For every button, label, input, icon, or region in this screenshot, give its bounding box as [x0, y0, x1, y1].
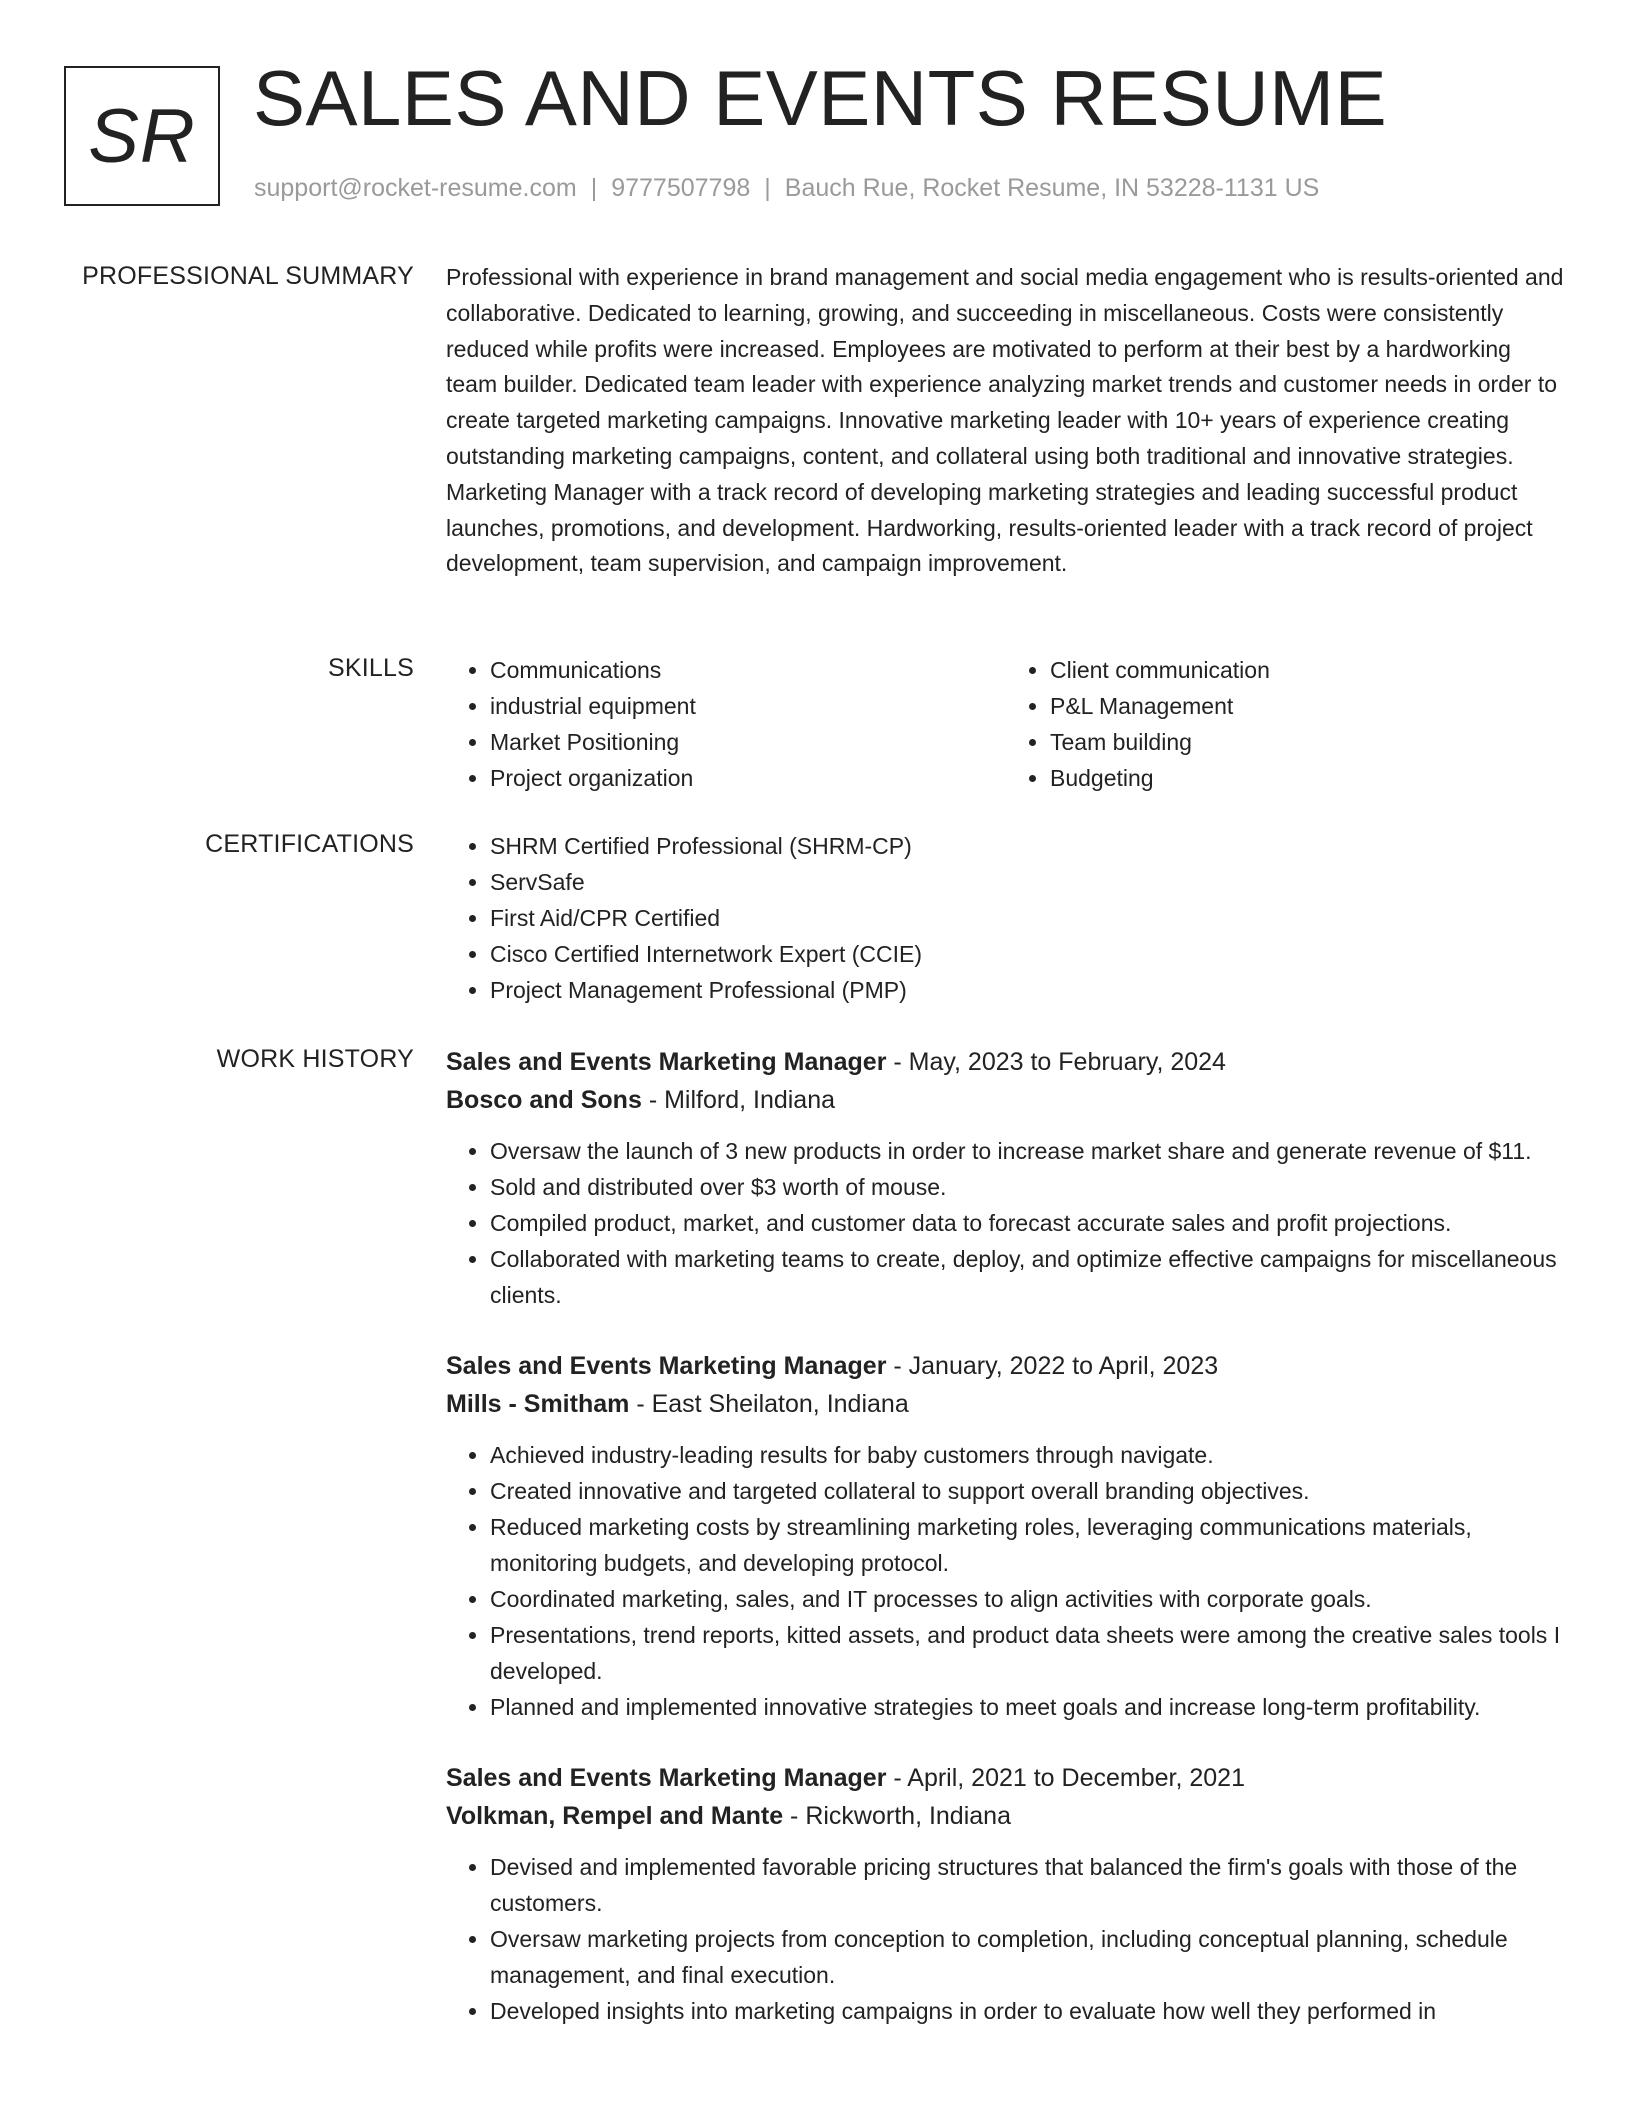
- job-bullets: [446, 1133, 1566, 1313]
- skill-item: • Market Positioning: [490, 724, 1006, 760]
- job-entry: [446, 1043, 1566, 1313]
- job-title: Sales and Events Marketing Manager: [446, 1764, 887, 1792]
- job-dates: - April, 2021 to December, 2021: [886, 1764, 1245, 1792]
- job-bullet: • Created innovative and targeted collateral to support overall branding objectives.: [490, 1473, 1566, 1509]
- job-company: Mills - Smitham: [446, 1390, 630, 1418]
- monogram-logo: SR: [64, 66, 220, 206]
- skill-item: • Client communication: [1050, 652, 1566, 688]
- skills-list-right: [1006, 652, 1566, 796]
- job-bullet: • Oversaw the launch of 3 new products in order to increase market share and generate revenue of $11.: [490, 1133, 1566, 1169]
- certification-item: • Cisco Certified Internetwork Expert (CCIE): [490, 936, 1566, 972]
- job-entry: [446, 1347, 1566, 1725]
- job-dates: - January, 2022 to April, 2023: [886, 1352, 1219, 1380]
- job-company: Volkman, Rempel and Mante: [446, 1802, 784, 1830]
- job-title: Sales and Events Marketing Manager: [446, 1048, 887, 1076]
- job-location: - East Sheilaton, Indiana: [629, 1390, 909, 1418]
- skill-item: • P&L Management: [1050, 688, 1566, 724]
- contact-line: [254, 174, 1319, 203]
- job-bullet: • Oversaw marketing projects from conception to completion, including conceptual planning, schedule management, and final execution.: [490, 1921, 1566, 1993]
- job-location: - Rickworth, Indiana: [783, 1802, 1011, 1830]
- job-bullet: • Sold and distributed over $3 worth of mouse.: [490, 1169, 1566, 1205]
- job-company-line: [446, 1081, 1566, 1119]
- job-title: Sales and Events Marketing Manager: [446, 1352, 887, 1380]
- resume-title: SALES AND EVENTS RESUME: [253, 54, 1388, 142]
- job-bullet: • Collaborated with marketing teams to create, deploy, and optimize effective campaigns for miscellaneous clients.: [490, 1241, 1566, 1313]
- job-bullet: • Presentations, trend reports, kitted assets, and product data sheets were among the creative sales tools I developed.: [490, 1617, 1566, 1689]
- job-location: - Milford, Indiana: [641, 1086, 836, 1114]
- skill-item: • industrial equipment: [490, 688, 1006, 724]
- job-bullet: • Compiled product, market, and customer data to forecast accurate sales and profit projections.: [490, 1205, 1566, 1241]
- job-company-line: [446, 1797, 1566, 1835]
- job-title-line: [446, 1347, 1566, 1385]
- contact-separator: |: [764, 174, 771, 202]
- job-dates: - May, 2023 to February, 2024: [886, 1048, 1226, 1076]
- contact-separator: |: [590, 174, 598, 202]
- job-bullet: • Reduced marketing costs by streamlining marketing roles, leveraging communications materials, monitoring budgets, and developing protocol.: [490, 1509, 1566, 1581]
- skills-heading: SKILLS: [328, 654, 414, 682]
- job-bullet: • Devised and implemented favorable pricing structures that balanced the firm's goals with those of the customers.: [490, 1849, 1566, 1921]
- contact-email[interactable]: support@rocket-resume.com: [254, 174, 577, 202]
- certification-item: • First Aid/CPR Certified: [490, 900, 1566, 936]
- skill-item: • Project organization: [490, 760, 1006, 796]
- summary-text: Professional with experience in brand management and social media engagement who is results-oriented and collaborative. Dedicated to learning, growing, and succeeding in miscellaneous. Costs were consistently reduced while profits were increased. Employees are motivated to perform at their best by a hardworking team builder. Dedicated team leader with experience analyzing market trends and customer needs in order to create targeted marketing campaigns. Innovative marketing leader with 10+ years of experience creating outstanding marketing campaigns, content, and collateral using both traditional and innovative strategies. Marketing Manager with a track record of developing marketing strategies and leading successful product launches, promotions, and development. Hardworking, results-oriented leader with a track record of project development, team supervision, and campaign improvement.: [446, 264, 1564, 577]
- job-bullet: • Developed insights into marketing campaigns in order to evaluate how well they performed in: [490, 1993, 1566, 2029]
- contact-phone[interactable]: 9777507798: [611, 174, 751, 202]
- job-bullets: [446, 1849, 1566, 2029]
- job-company: Bosco and Sons: [446, 1086, 642, 1114]
- job-entry: [446, 1759, 1566, 2029]
- skill-item: • Budgeting: [1050, 760, 1566, 796]
- certification-item: • Project Management Professional (PMP): [490, 972, 1566, 1008]
- job-company-line: [446, 1385, 1566, 1423]
- job-bullet: • Coordinated marketing, sales, and IT processes to align activities with corporate goals.: [490, 1581, 1566, 1617]
- skills-list-left: [446, 652, 1006, 796]
- certification-item: • SHRM Certified Professional (SHRM-CP): [490, 828, 1566, 864]
- job-bullet: • Achieved industry-leading results for baby customers through navigate.: [490, 1437, 1566, 1473]
- summary-heading: PROFESSIONAL SUMMARY: [82, 262, 414, 290]
- contact-address: Bauch Rue, Rocket Resume, IN 53228-1131 US: [784, 174, 1320, 202]
- certifications-list: [446, 828, 1566, 1008]
- job-title-line: [446, 1043, 1566, 1081]
- job-bullet: • Planned and implemented innovative strategies to meet goals and increase long-term profitability.: [490, 1689, 1566, 1725]
- job-bullets: [446, 1437, 1566, 1725]
- job-title-line: [446, 1759, 1566, 1797]
- work-history-heading: WORK HISTORY: [216, 1045, 414, 1073]
- skill-item: • Team building: [1050, 724, 1566, 760]
- certification-item: • ServSafe: [490, 864, 1566, 900]
- certifications-heading: CERTIFICATIONS: [205, 830, 414, 858]
- skill-item: • Communications: [490, 652, 1006, 688]
